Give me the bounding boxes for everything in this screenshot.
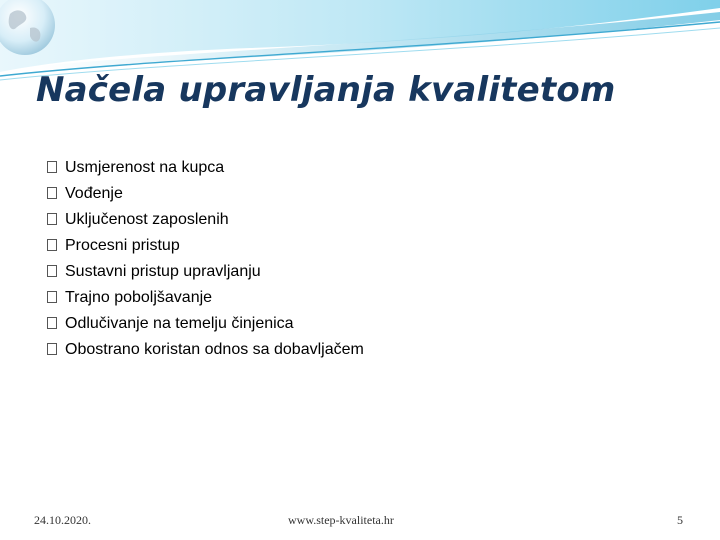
list-item [47, 181, 364, 207]
square-box-icon [47, 213, 57, 225]
square-box-icon [47, 161, 57, 173]
bullet-text: Vođenje [65, 185, 123, 202]
square-box-icon [47, 317, 57, 329]
square-box-icon [47, 239, 57, 251]
list-item [47, 259, 364, 285]
globe-logo-icon [0, 0, 58, 58]
list-item [47, 285, 364, 311]
bullet-text: Uključenost zaposlenih [65, 211, 229, 228]
bullet-text: Trajno poboljšavanje [65, 289, 213, 306]
bullet-text: Usmjerenost na kupca [65, 159, 225, 176]
page-number: 5 [677, 513, 683, 527]
footer-date: 24.10.2020. [34, 513, 91, 527]
square-box-icon [47, 265, 57, 277]
square-box-icon [47, 187, 57, 199]
footer-url: www.step-kvaliteta.hr [288, 513, 394, 527]
list-item [47, 337, 364, 363]
bullet-text: Procesni pristup [65, 237, 180, 254]
square-box-icon [47, 291, 57, 303]
bullet-text: Sustavni pristup upravljanju [65, 263, 261, 280]
square-box-icon [47, 343, 57, 355]
bullet-text: Odlučivanje na temelju činjenica [65, 315, 294, 332]
list-item [47, 207, 364, 233]
bullet-list [47, 155, 364, 363]
list-item [47, 155, 364, 181]
list-item [47, 233, 364, 259]
bullet-text: Obostrano koristan odnos sa dobavljačem [65, 341, 364, 358]
slide-title: Načela upravljanja kvalitetom [36, 70, 616, 110]
list-item [47, 311, 364, 337]
